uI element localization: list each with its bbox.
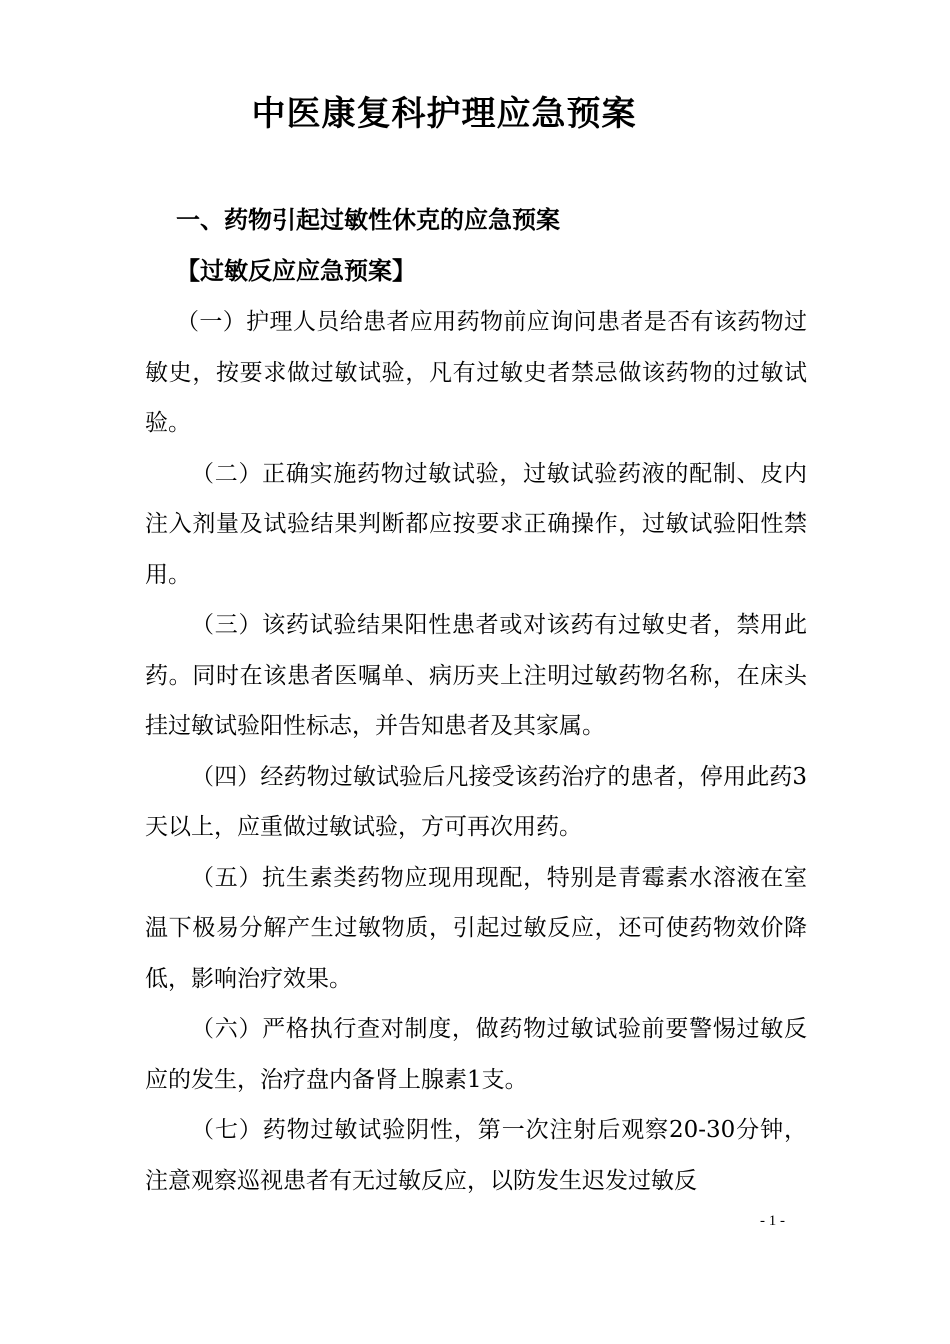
paragraph-7: （七）药物过敏试验阴性，第一次注射后观察20-30分钟，注意观察巡视患者有无过敏反应，以防发生迟发过敏反 bbox=[145, 1117, 807, 1194]
document-body bbox=[145, 297, 807, 1206]
page-number: - 1 - bbox=[760, 1213, 785, 1229]
paragraph-3: （三）该药试验结果阳性患者或对该药有过敏史者，禁用此药。同时在该患者医嘱单、病历夹上注明过敏药物名称，在床头挂过敏试验阳性标志，并告知患者及其家属。 bbox=[145, 612, 807, 739]
paragraph-2: （二）正确实施药物过敏试验，过敏试验药液的配制、皮内注入剂量及试验结果判断都应按要求正确操作，过敏试验阳性禁用。 bbox=[145, 460, 807, 588]
paragraph-6: （六）严格执行查对制度，做药物过敏试验前要警惕过敏反应的发生，治疗盘内备肾上腺素1支。 bbox=[145, 1016, 807, 1093]
paragraph-1: （一）护理人员给患者应用药物前应询问患者是否有该药物过敏史，按要求做过敏试验，凡有过敏史者禁忌做该药物的过敏试验。 bbox=[145, 309, 807, 436]
paragraph-5: （五）抗生素类药物应现用现配，特别是青霉素水溶液在室温下极易分解产生过敏物质，引起过敏反应，还可使药物效价降低，影响治疗效果。 bbox=[145, 864, 807, 992]
section-heading: 一、药物引起过敏性休克的应急预案 bbox=[176, 206, 560, 234]
document-title: 中医康复科护理应急预案 bbox=[251, 94, 637, 134]
subsection-heading: 【过敏反应应急预案】 bbox=[176, 257, 416, 285]
paragraph-4: （四）经药物过敏试验后凡接受该药治疗的患者，停用此药3天以上，应重做过敏试验，方可再次用药。 bbox=[145, 763, 807, 840]
